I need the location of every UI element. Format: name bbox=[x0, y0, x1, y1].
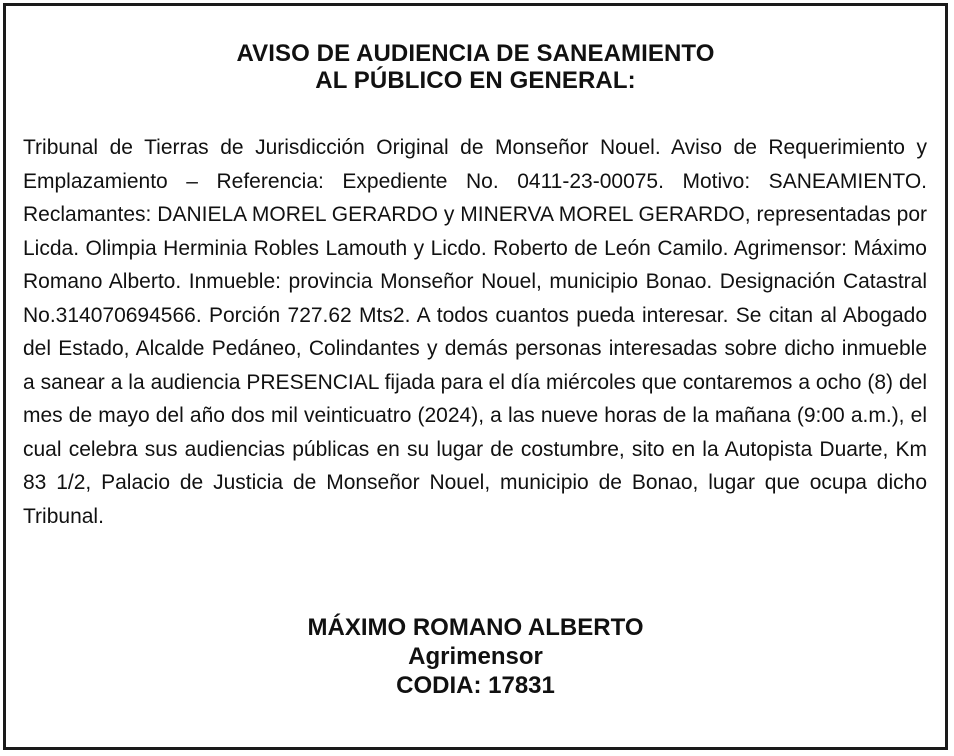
notice-body: Tribunal de Tierras de Jurisdicción Original de Monseñor Nouel. Aviso de Requerimiento y Emplazamiento – Referencia: Expediente No. 0411-23-00075. Motivo: SANEAMIENTO. Reclamantes: DANIELA MOREL GERARDO y MINERVA MOREL GERARDO, representadas por Licda. Olimpia Herminia Robles Lamouth y Licdo. Roberto de León Camilo. Agrimensor: Máximo Romano Alberto. Inmueble: provincia Monseñor Nouel, municipio Bonao. Designación Catastral No.314070694566. Porción 727.62 Mts2. A todos cuantos pueda interesar. Se citan al Abogado del Estado, Alcalde Pedáneo, Colindantes y demás personas interesadas sobre dicho inmueble a sanear a la audiencia PRESENCIAL fijada para el día miércoles que contaremos a ocho (8) del mes de mayo del año dos mil veinticuatro (2024), a las nueve horas de la mañana (9:00 a.m.), el cual celebra sus audiencias públicas en su lugar de costumbre, sito en la Autopista Duarte, Km 83 1/2, Palacio de Justicia de Monseñor Nouel, municipio de Bonao, lugar que ocupa dicho Tribunal. bbox=[23, 136, 927, 528]
notice-title bbox=[6, 40, 945, 94]
notice-title-line1: AVISO DE AUDIENCIA DE SANEAMIENTO bbox=[236, 40, 715, 67]
signature-name: MÁXIMO ROMANO ALBERTO bbox=[307, 614, 644, 641]
notice-frame bbox=[3, 3, 948, 750]
signature-role: Agrimensor bbox=[408, 643, 543, 670]
signature-codia: CODIA: 17831 bbox=[396, 672, 555, 699]
notice-title-line2: AL PÚBLICO EN GENERAL: bbox=[315, 67, 636, 94]
signature-block bbox=[6, 613, 945, 700]
